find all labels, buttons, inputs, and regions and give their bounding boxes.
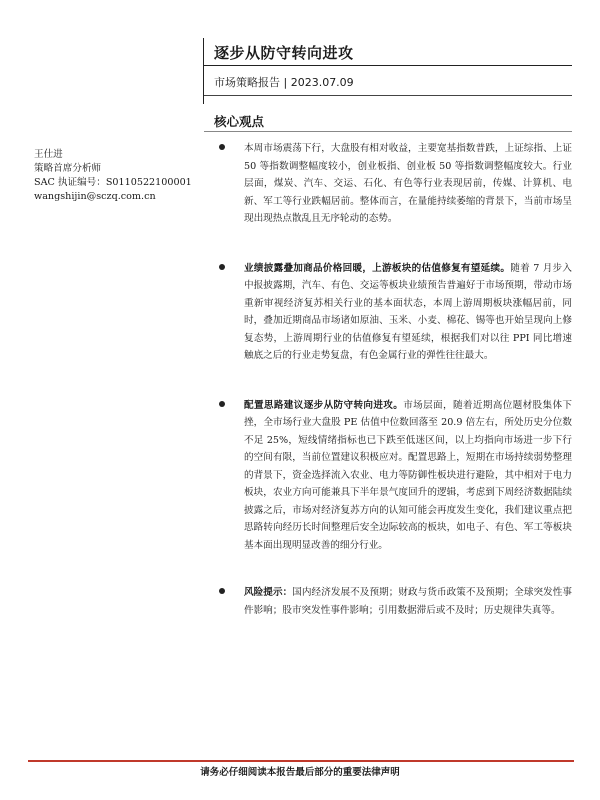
analyst-role: 策略首席分析师 — [34, 163, 102, 174]
analyst-panel — [34, 148, 204, 204]
analyst-sac-id: SAC 执证编号：S0110522100001 — [34, 177, 192, 188]
bullet-dot-icon — [219, 264, 225, 270]
bullet-dot-icon — [219, 588, 225, 594]
title-divider — [204, 65, 572, 66]
bullet-lead: 业绩披露叠加商品价格回暖，上游板块的估值修复有望延续。 — [244, 262, 511, 274]
bullet-lead: 配置思路建议逐步从防守转向进攻。 — [244, 399, 404, 411]
analyst-email[interactable]: wangshijin@sczq.com.cn — [34, 191, 156, 202]
core-points-list — [216, 140, 572, 619]
report-title: 逐步从防守转向进攻 — [214, 44, 354, 62]
section-heading: 核心观点 — [214, 114, 265, 129]
bullet-lead: 风险提示： — [244, 587, 293, 598]
bullet-text: 随着 7 月步入中报披露期，汽车、有色、交运等板块业绩预告普遍好于市场预期，带动市场重新审视经济复苏相关行业的基本面状态，本周上游周期板块涨幅居前，同时，叠加近期商品市场诸如原油、玉米、小麦、棉花、锡等也开始呈现向上修复态势，上游周期行业的估值修复有望延续，根据我们对以往 PPI 同比增速触底之后的行业走势复盘，有色金属行业的弹性往往最大。 — [244, 262, 573, 361]
bullet-item — [216, 140, 572, 228]
bullet-dot-icon — [219, 144, 225, 150]
bullet-dot-icon — [219, 401, 225, 407]
bullet-item — [216, 584, 572, 619]
section-divider — [204, 131, 572, 132]
bullet-item — [216, 260, 572, 365]
bullet-item — [216, 397, 572, 555]
bullet-text: 国内经济发展不及预期；财政与货币政策不及预期；全球突发性事件影响；股市突发性事件影响；引用数据滞后或不及时；历史规律失真等。 — [244, 587, 573, 616]
report-subtitle: 市场策略报告 | 2023.07.09 — [214, 76, 354, 89]
bullet-text: 本周市场震荡下行，大盘股有相对收益，主要宽基指数普跌，上证综指、上证 50 等指数调整幅度较小，创业板指、创业板 50 等指数调整幅度较大。行业层面，煤炭、汽车、交运、石化、有色等行业表现居前，传媒、计算机、电新、军工等行业跌幅居前。整体而言，在量能持续萎缩的背景下，当前市场呈现出现热点散乱且无序轮动的态势。 — [244, 143, 572, 224]
footer-disclaimer: 请务必仔细阅读本报告最后部分的重要法律声明 — [200, 767, 400, 778]
footer-divider — [28, 760, 574, 762]
subtitle-divider — [204, 95, 572, 96]
analyst-name: 王仕进 — [34, 149, 63, 160]
bullet-text: 市场层面，随着近期高位题材股集体下挫，全市场行业大盘股 PE 估值中位数回落至 20.9 倍左右，所处历史分位数不足 25%，短线情绪指标也已下跌至低迷区间，以上均指向市场进一步下行的空间有限，当前位置建议积极应对。配置思路上，短期在市场持续弱势整理的背景下，资金选择流入农业、电力等防御性板块进行避险，其中相对于电力板块，农业方向可能兼具下半年景气度回升的逻辑，考虑到下周经济数据陆续披露之后，市场对经济复苏方向的认知可能会再度发生变化，我们建议重点把思路转向经历长时间整理后安全边际较高的板块，如电子、有色、军工等板块基本面出现明显改善的细分行业。 — [244, 399, 572, 551]
